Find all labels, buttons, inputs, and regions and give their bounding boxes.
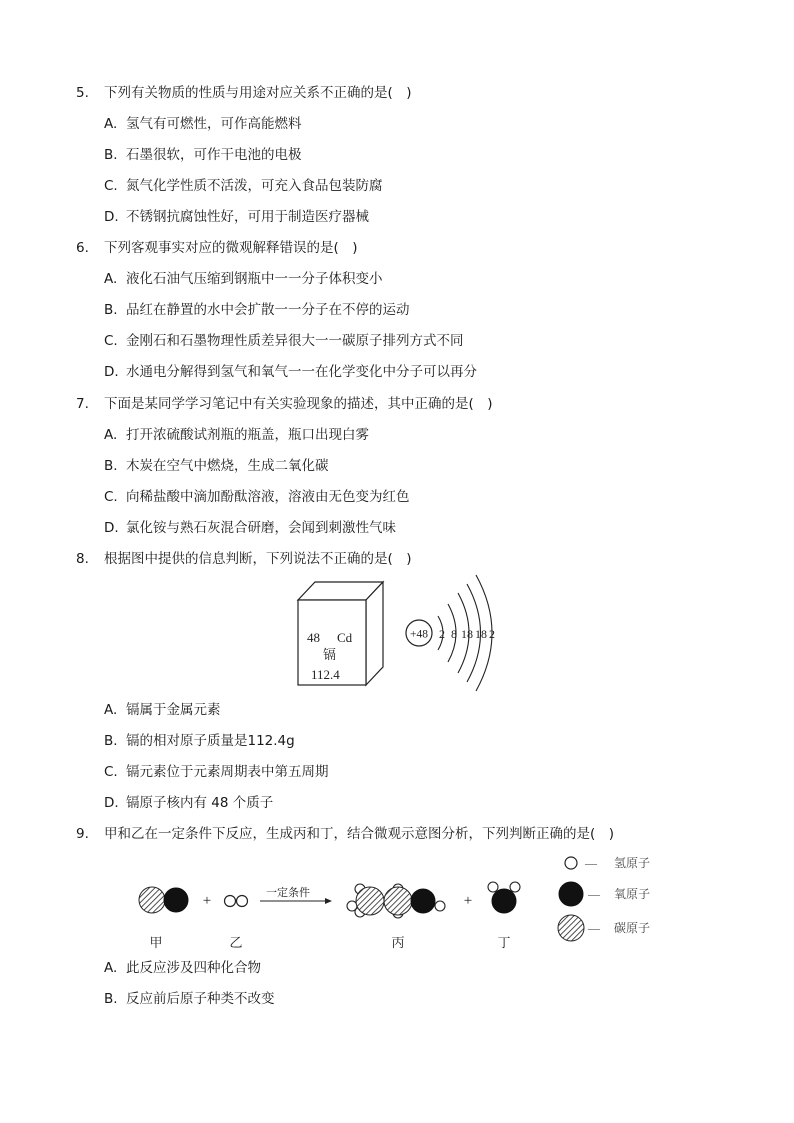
element-name: 镉 [323, 647, 337, 662]
legend-oxygen-symbol [559, 882, 583, 906]
question-number: 8. [76, 551, 89, 567]
element-symbol: Cd [337, 630, 353, 645]
carbon-atom [139, 887, 165, 913]
reactant-jia-molecule [139, 887, 188, 913]
oxygen-atom [411, 889, 435, 913]
label-jia: 甲 [149, 935, 163, 950]
question-stem: 根据图中提供的信息判断，下列说法不正确的是( ) [104, 551, 412, 567]
question-number: 6. [76, 240, 89, 256]
reactant-yi-molecule [225, 896, 248, 907]
question-stem: 下面是某同学学习笔记中有关实验现象的描述，其中正确的是( ) [104, 396, 493, 412]
option-a: A. 液化石油气压缩到钢瓶中一一分子体积变小 [104, 271, 383, 287]
oxygen-atom [164, 888, 188, 912]
shell-electrons-3: 18 [461, 627, 473, 641]
reaction-diagram [130, 850, 670, 955]
plus-sign: + [463, 893, 473, 909]
option-d: D. 不锈钢抗腐蚀性好，可用于制造医疗器械 [104, 209, 369, 225]
option-b: B. 镉的相对原子质量是112.4g [104, 733, 295, 749]
legend-carbon-symbol [558, 915, 584, 941]
option-d: D. 镉原子核内有 48 个质子 [104, 795, 274, 811]
option-a: A. 镉属于金属元素 [104, 702, 221, 718]
legend-oxygen-label: 氧原子 [614, 887, 651, 901]
shell-electrons-4: 18 [475, 627, 487, 641]
option-a: A. 此反应涉及四种化合物 [104, 960, 261, 976]
shell-electrons-5: 2 [489, 627, 495, 641]
oxygen-atom [492, 889, 516, 913]
atomic-number: 48 [307, 630, 320, 645]
question-stem: 下列有关物质的性质与用途对应关系不正确的是( ) [104, 85, 412, 101]
atom-legend [558, 856, 650, 941]
arrow-head [325, 898, 332, 904]
option-a: A. 氢气有可燃性，可作高能燃料 [104, 116, 302, 132]
hydrogen-atom [225, 896, 236, 907]
option-d: D. 氯化铵与熟石灰混合研磨，会闻到刺激性气味 [104, 520, 396, 536]
nucleus-charge: +48 [410, 628, 428, 641]
option-c: C. 金刚石和石墨物理性质差异很大一一碳原子排列方式不同 [104, 333, 464, 349]
option-c: C. 向稀盐酸中滴加酚酞溶液，溶液由无色变为红色 [104, 489, 410, 505]
question-number: 5. [76, 85, 89, 101]
option-a: A. 打开浓硫酸试剂瓶的瓶盖，瓶口出现白雾 [104, 427, 369, 443]
shell-electrons-2: 8 [451, 627, 457, 641]
label-bing: 丙 [391, 935, 405, 950]
carbon-atom [356, 887, 384, 915]
cadmium-figure [290, 570, 510, 695]
label-ding: 丁 [497, 935, 511, 950]
option-d: D. 水通电分解得到氢气和氧气一一在化学变化中分子可以再分 [104, 364, 477, 380]
option-b: B. 反应前后原子种类不改变 [104, 991, 275, 1007]
option-b: B. 石墨很软，可作干电池的电极 [104, 147, 302, 163]
legend-dash: — [585, 856, 597, 870]
legend-hydrogen-symbol [565, 857, 577, 869]
shell-electrons-1: 2 [439, 627, 445, 641]
legend-dash: — [588, 921, 600, 935]
reaction-condition: 一定条件 [266, 887, 310, 899]
legend-carbon-label: 碳原子 [614, 921, 651, 935]
carbon-atom [384, 887, 412, 915]
legend-hydrogen-label: 氢原子 [614, 856, 651, 870]
label-yi: 乙 [229, 935, 243, 950]
option-b: B. 品红在静置的水中会扩散一一分子在不停的运动 [104, 302, 410, 318]
option-b: B. 木炭在空气中燃烧，生成二氧化碳 [104, 458, 329, 474]
option-c: C. 氮气化学性质不活泼，可充入食品包装防腐 [104, 178, 383, 194]
question-stem: 下列客观事实对应的微观解释错误的是( ) [104, 240, 358, 256]
question-number: 9. [76, 826, 89, 842]
legend-dash: — [588, 887, 600, 901]
product-ding-molecule [488, 882, 520, 913]
product-bing-molecule [347, 884, 445, 918]
option-c: C. 镉元素位于元素周期表中第五周期 [104, 764, 329, 780]
relative-atomic-mass: 112.4 [311, 667, 340, 682]
hydrogen-atom [237, 896, 248, 907]
question-number: 7. [76, 396, 89, 412]
plus-sign: + [202, 893, 212, 909]
question-stem: 甲和乙在一定条件下反应，生成丙和丁，结合微观示意图分析，下列判断正确的是( ) [104, 826, 615, 842]
